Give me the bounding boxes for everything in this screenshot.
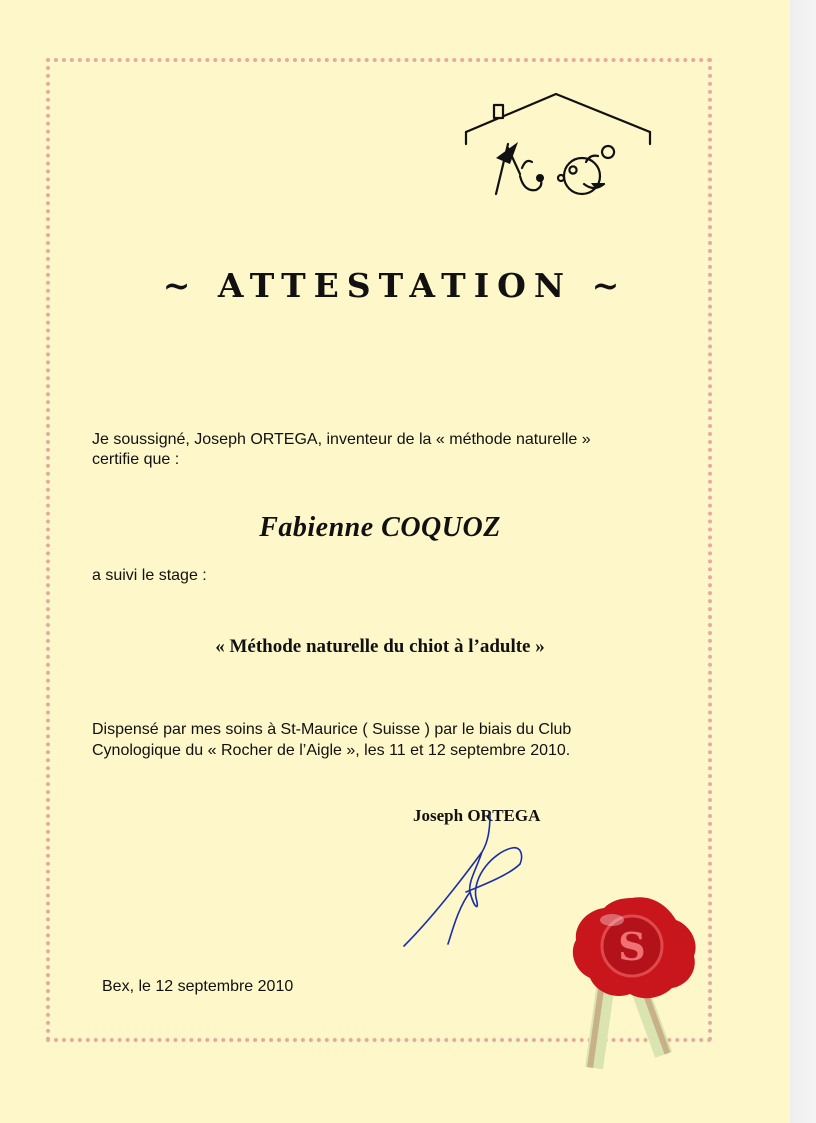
house-dog-face-logo [460,88,660,206]
given-line-1: Dispensé par mes soins à St-Maurice ( Suisse ) par le biais du Club [92,721,572,738]
scan-margin [790,0,816,1123]
followed-label: a suivi le stage : [92,567,207,584]
signatory-name: Joseph ORTEGA [413,806,541,825]
given-line-2: Cynologique du « Rocher de l’Aigle », les 11 et 12 septembre 2010. [92,742,571,759]
intro-line-2: certifie que : [92,451,180,468]
course-title: « Méthode naturelle du chiot à l’adulte » [215,636,545,657]
wax-seal [560,890,710,1072]
place-date: Bex, le 12 septembre 2010 [102,978,294,995]
recipient-name: Fabienne COQUOZ [259,512,501,543]
intro-line-1: Je soussigné, Joseph ORTEGA, inventeur de la « méthode naturelle » [92,431,591,448]
certificate-title: ~ ATTESTATION ~ [162,266,628,305]
seal-letter: S [618,924,646,969]
handwritten-signature [398,812,534,954]
